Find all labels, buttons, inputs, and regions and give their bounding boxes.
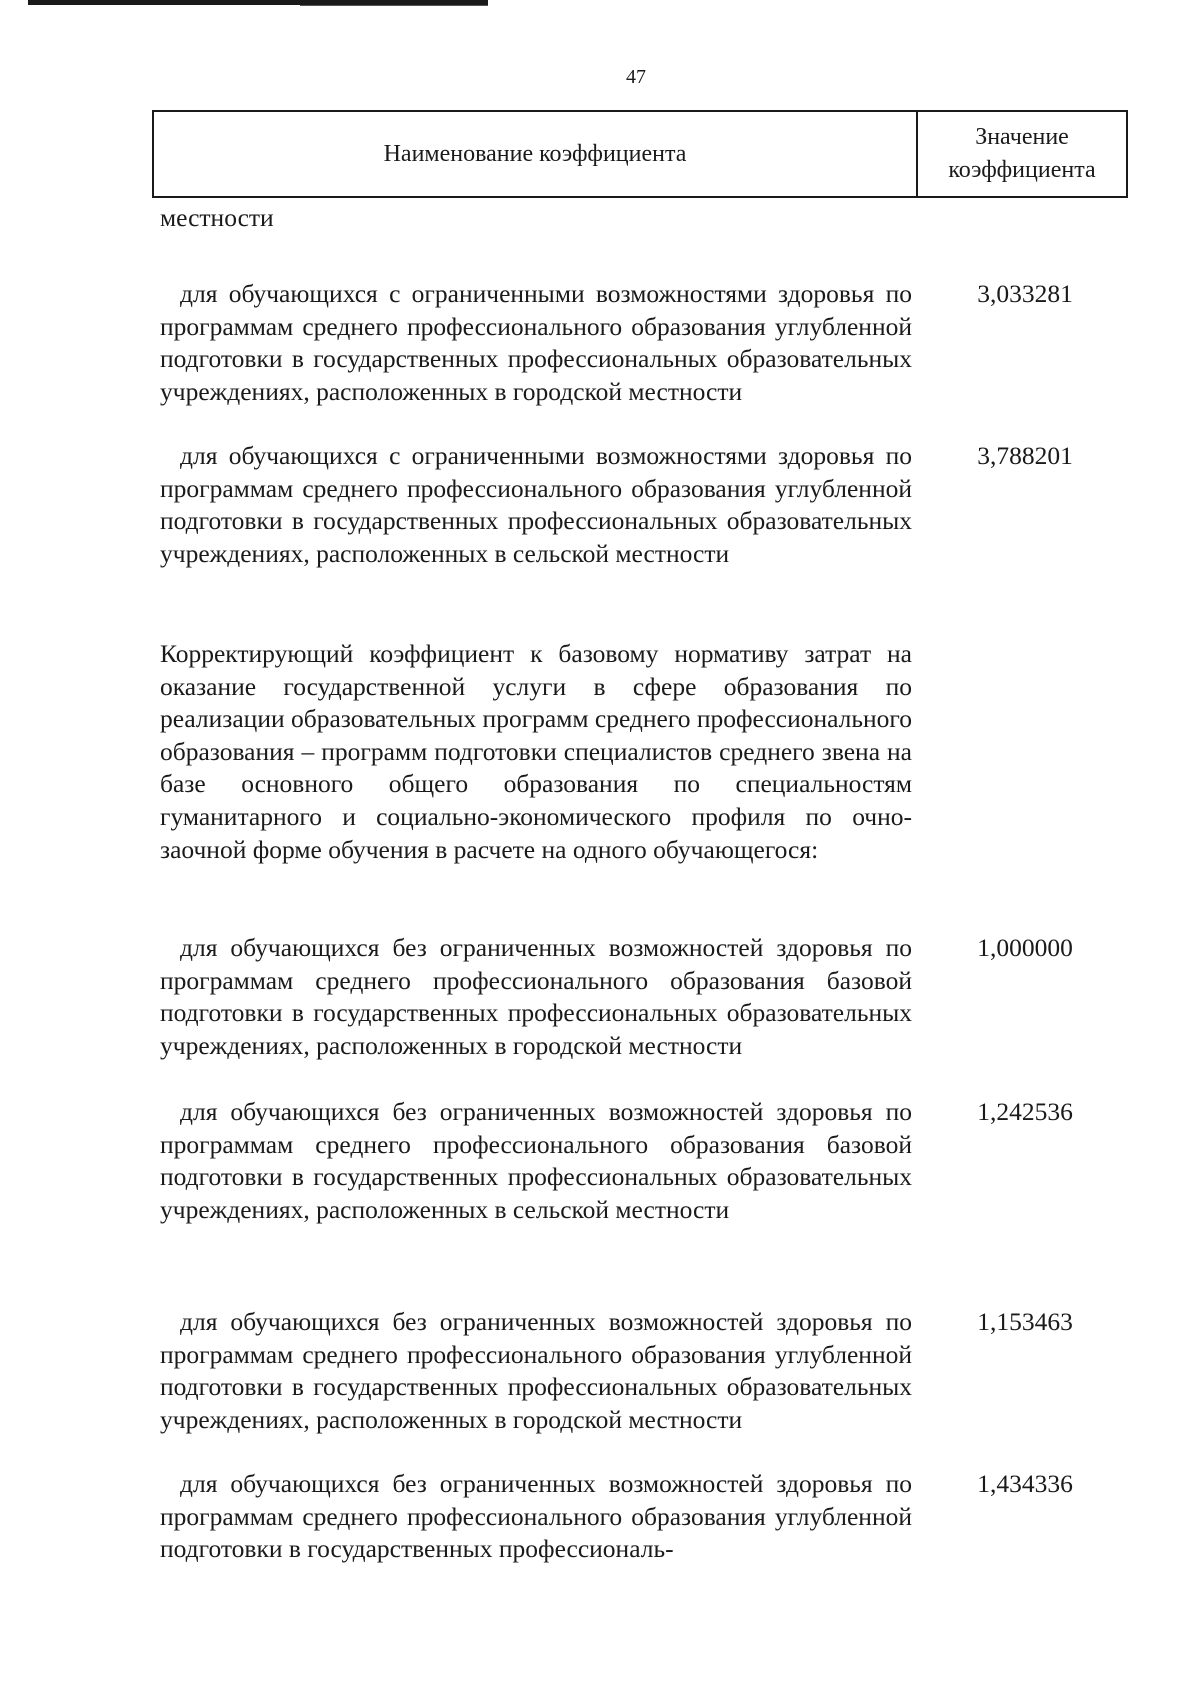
section-heading: Корректирующий коэффициент к базовому нормативу затрат на оказание государственной услуги в сфере образования по реализации образовательных программ среднего профессионального образования – программ подготовки специалистов среднего звена на базе основного общего образования по специальностям гуманитарного и социально-экономического профиля по очно-заочной форме обучения в расчете на одного обучающегося: <box>160 639 912 864</box>
row-text: для обучающихся с ограниченными возможностями здоровья по программам среднего профессионального образования углубленной подготовки в государственных профессиональных образовательных учреждениях, расположенных в сельской местности <box>160 441 912 568</box>
row-value: 1,153463 <box>977 1307 1073 1336</box>
continuation-text: местности <box>160 203 274 232</box>
row-value: 3,788201 <box>977 441 1073 470</box>
row-text: для обучающихся без ограниченных возможностей здоровья по программам среднего профессионального образования углубленной подготовки в государственных профессиональ- <box>160 1469 912 1564</box>
row-value: 1,434336 <box>977 1469 1073 1498</box>
list-item <box>160 278 912 408</box>
list-item <box>160 1468 912 1566</box>
row-text: для обучающихся без ограниченных возможностей здоровья по программам среднего профессионального образования углубленной подготовки в государственных профессиональных образовательных учреждениях, расположенных в городской местности <box>160 1307 912 1434</box>
list-item <box>160 1306 912 1436</box>
list-item <box>160 932 912 1062</box>
row-text: для обучающихся с ограниченными возможностями здоровья по программам среднего профессионального образования углубленной подготовки в государственных профессиональных образовательных учреждениях, расположенных в городской местности <box>160 279 912 406</box>
list-item <box>160 440 912 570</box>
row-value: 1,242536 <box>977 1097 1073 1126</box>
row-text: для обучающихся без ограниченных возможностей здоровья по программам среднего профессионального образования базовой подготовки в государственных профессиональных образовательных учреждениях, расположенных в городской местности <box>160 933 912 1060</box>
header-value-column: Значение коэффициента <box>948 124 1096 183</box>
header-name-column: Наименование коэффициента <box>154 112 918 196</box>
row-value: 1,000000 <box>977 933 1073 962</box>
page-number: 47 <box>626 66 646 88</box>
row-value: 3,033281 <box>977 279 1073 308</box>
row-text: для обучающихся без ограниченных возможностей здоровья по программам среднего профессионального образования базовой подготовки в государственных профессиональных образовательных учреждениях, расположенных в сельской местности <box>160 1097 912 1224</box>
table-header <box>152 110 1128 198</box>
list-item <box>160 1096 912 1226</box>
top-scan-rule-thin <box>300 5 488 6</box>
